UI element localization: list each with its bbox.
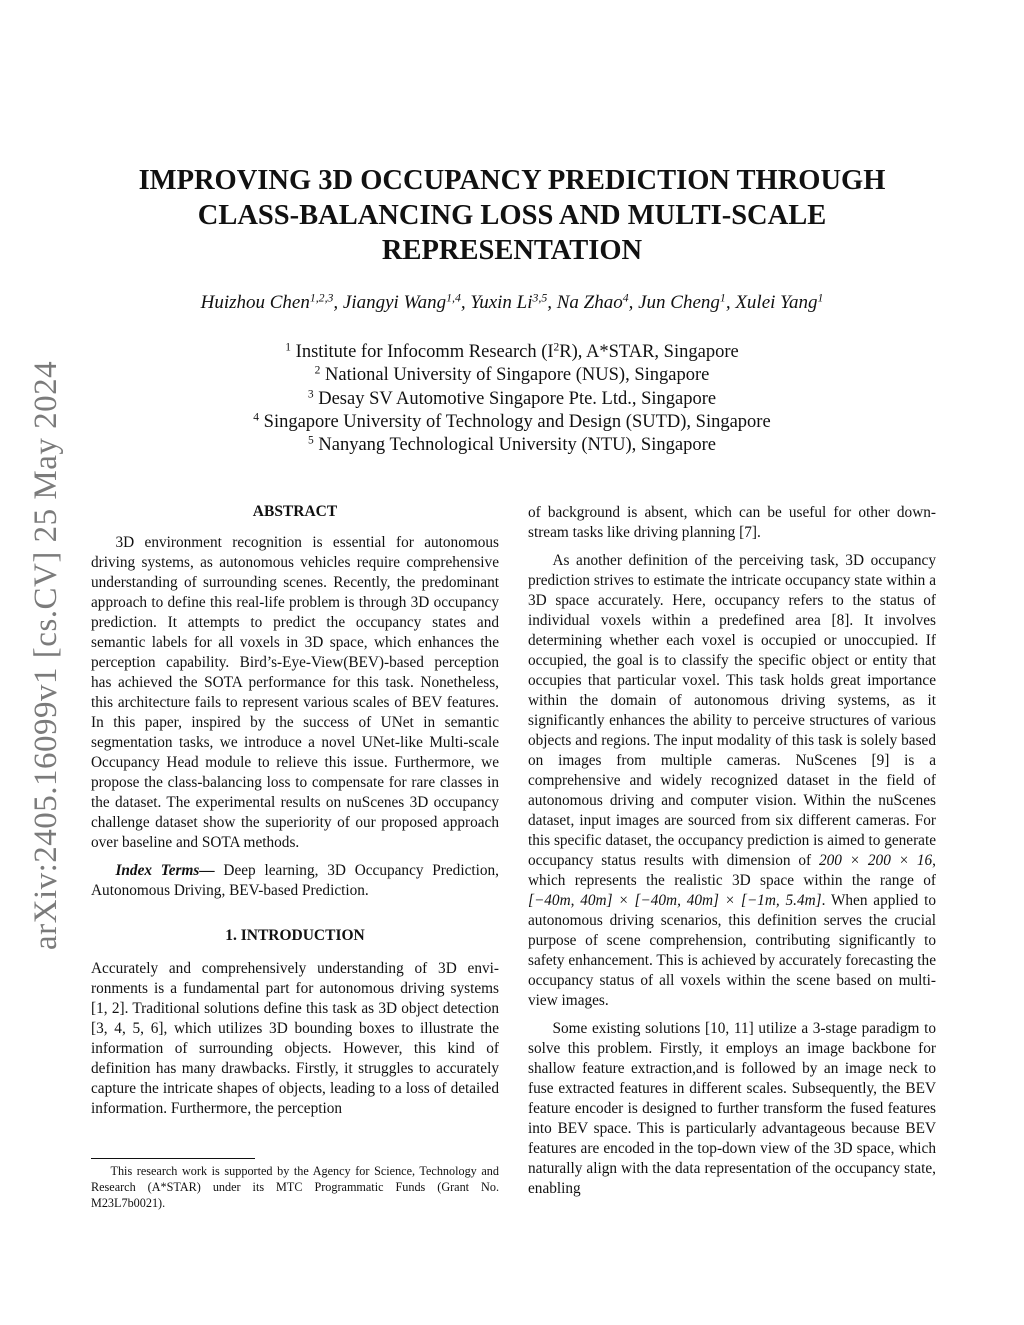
affiliation: $^2$ National University of Singapore (NUS), Singapore [314,365,710,386]
arxiv-stamp: arXiv:2405.16099v1 [cs.CV] 25 May 2024 [28,360,64,950]
abstract-text: 3D environment recognition is essential for autonomous driving systems, as autonomous vehicles require comprehensive understanding of surrounding scenes. Recently, the predominant approach to define this real-life problem is through 3D occupancy prediction. It attempts to predict the occupancy states and semantic labels for all voxels in 3D space, which enhances the perception capability. Bird’s-Eye-View(BEV)-based perception has achieved the SOTA performance for this task. Nonetheless, this architecture fails to represent various scales of BEV features. In this paper, inspired by the success of UNet in semantic segmentation tasks, we introduce a novel UNet-like Multi-scale Occupancy Head module to relieve this issue. Furthermore, we propose the class-balancing loss to compensate for rare classes in the dataset. The experimental results on nuScenes 3D occupancy challenge dataset show the superiority of our proposed approach over baseline and SOTA methods. [91,534,499,851]
range-expression: [−40m, 40m] × [−40m, 40m] × [−1m, 5.4m] [528,892,822,909]
author: Xulei Yang$^1$ [735,291,824,313]
affiliation-list [100,341,924,457]
paper-title [100,163,924,268]
affiliation: $^4$ Singapore University of Technology and Design (SUTD), Singapore [253,411,771,432]
index-terms-text: Deep learning, 3D Occupancy Prediction, Autonomous Driving, BEV-based Prediction. [91,862,499,899]
author: Na Zhao$^4$, [556,291,639,313]
affiliation: $^3$ Desay SV Automotive Singapore Pte. Ltd., Singapore [307,388,717,409]
author: Huizhou Chen$^{1,2,3}$, [200,291,343,313]
affiliation: $^1$ Institute for Infocomm Research $(I^2R)$, A*STAR, Singapore [285,341,739,362]
author: Yuxin Li$^{3,5}$, [470,291,557,313]
title-line-1: IMPROVING 3D OCCUPANCY PREDICTION THROUGH [138,165,886,196]
index-terms-label: Index Terms— [115,862,215,879]
title-line-3: REPRESENTATION [381,235,643,266]
author-list [100,292,924,314]
footnote: This research work is supported by the Agency for Science, Technology and Research (A*STAR) under its MTC Programmatic Funds (Grant No. M23L7b0021). [91,1164,499,1210]
footnote-rule [91,1158,255,1159]
author: Jiangyi Wang$^{1,4}$, [342,291,471,313]
introduction-heading: 1. INTRODUCTION [225,927,365,944]
left-column [91,503,499,1119]
intro-paragraph-2: As another definition of the perceiving task, 3D occupancy prediction strives to estimate the intricate occupancy state within a 3D space accurately. Here, occupancy refers to the status of individual voxels within a predefined area [8]. It involves determining whether each voxel is occupied or unoccupied. If occupied, the goal is to classify the specific object or entity that occupies that particular voxel. This task holds great importance within the domain of autonomous driving systems, as it significantly enhances the ability to perceive structures of various objects and regions. The input modality of this task is solely based on images from multiple cameras. NuScenes [9] is a comprehensive and widely recognized dataset in the field of autonomous driving and computer vision. Within the nuScenes dataset, input images are sourced from six different cameras. For this specific dataset, the occupancy prediction is aimed to generate occupancy status results with dimension of 200 × 200 × 16, which represents the realistic 3D space within the range of [−40m, 40m] × [−40m, 40m] × [−1m, 5.4m]. When applied to autonomous driving scenarios, this definition serves the crucial purpose of scene comprehension, contributing significantly to safety enhancement. This is achieved by accurately forecasting the occupancy status of all voxels within the scene based on multiview images. [528,552,937,1009]
title-line-2: CLASS-BALANCING LOSS AND MULTI-SCALE [197,200,827,231]
affiliation: $^5$ Nanyang Technological University (NTU), Singapore [308,434,716,456]
intro-paragraph-3: Some existing solutions [10, 11] utilize a 3-stage paradigm to solve this problem. Firstly, it employs an image backbone for shallow feature extraction,and is followed by an image neck to fuse extracted features in different scales. Subsequently, the BEV feature encoder is designed to further transform the fused features into BEV space. This is particularly advantageous because BEV features are encoded in the top-down view of the 3D space, which naturally align with the data representation of the occupancy state, enabling [528,1020,936,1197]
author: Jun Cheng$^1$, [638,291,736,313]
intro-paragraph-1: Accurately and comprehensively understanding of 3D environments is a fundamental part for autonomous driving systems [1, 2]. Traditional solutions define this task as 3D object detection [3, 4, 5, 6], which utilizes 3D bounding boxes to illustrate the information of surrounding objects. However, this kind of definition has many drawbacks. Firstly, it struggles to accurately capture the intricate shapes of objects, leading to a loss of detailed information. Furthermore, the perception [91,960,499,1117]
right-column [528,503,936,1199]
abstract-heading: ABSTRACT [252,503,338,520]
intro-paragraph-continued: of background is absent, which can be useful for other downstream tasks like driving planning [7]. [528,504,936,541]
dimension-expression: 200 × 200 × 16 [818,852,933,869]
index-terms [91,861,499,901]
